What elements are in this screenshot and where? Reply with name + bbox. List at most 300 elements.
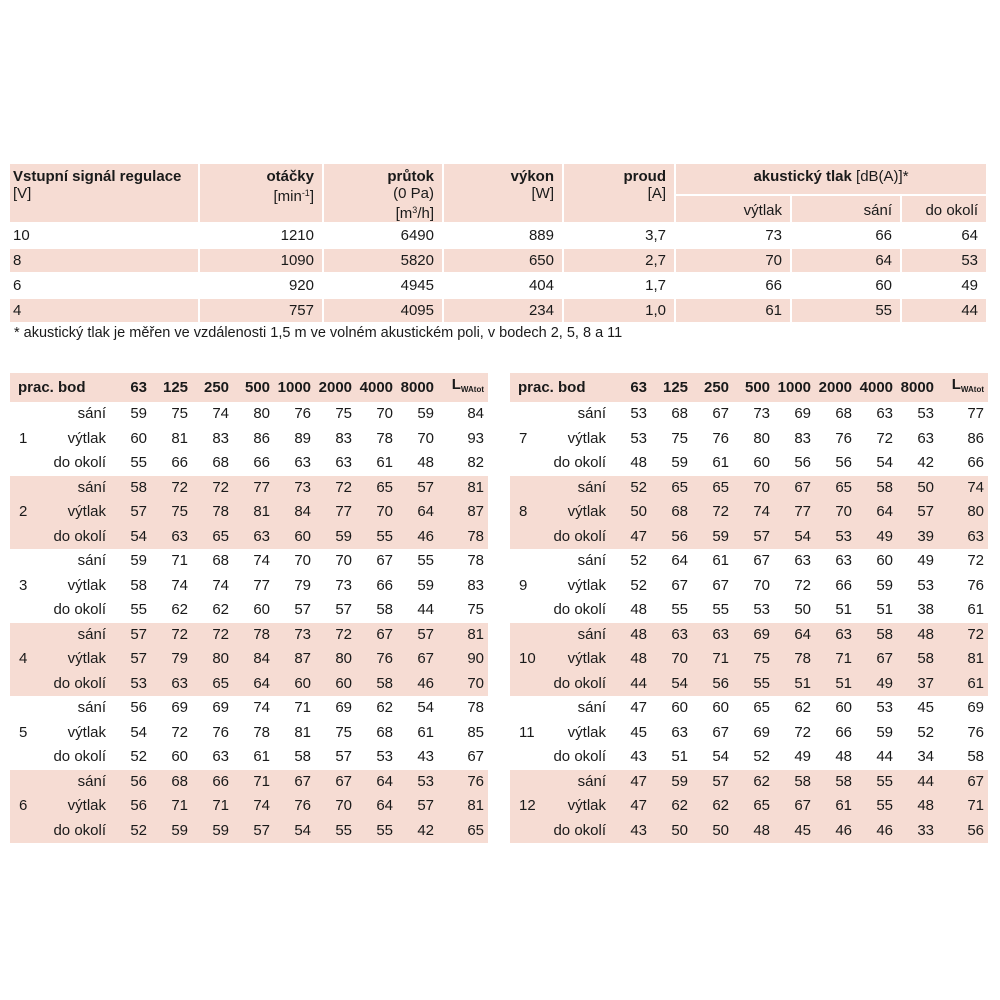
operating-point-number: 11 xyxy=(519,723,535,741)
cell-level: 54 xyxy=(653,672,694,697)
cell-level: 63 xyxy=(153,672,194,697)
cell-lwatot: 81 xyxy=(940,647,988,672)
cell-level: 47 xyxy=(630,699,648,717)
cell-lwatot: 84 xyxy=(467,405,485,423)
measurement-location: výtlak xyxy=(52,794,112,819)
header-acoustic-unit: [dB(A)]* xyxy=(851,168,909,185)
cell-level: 46 xyxy=(817,819,858,844)
cell-flow: 4095 xyxy=(324,299,444,324)
cell-level: 48 xyxy=(899,623,940,648)
cell-lwatot: 85 xyxy=(467,723,485,741)
cell-level: 81 xyxy=(235,500,276,525)
measurement-location: do okolí xyxy=(553,601,607,619)
header-frequency-2000: 2000 xyxy=(817,373,858,402)
cell-level: 75 xyxy=(735,647,776,672)
measurement-location: výtlak xyxy=(67,576,107,594)
measurement-location: do okolí xyxy=(553,748,607,766)
cell-level: 48 xyxy=(612,647,653,672)
measurement-location: do okolí xyxy=(52,525,112,550)
operating-point-number: 8 xyxy=(510,476,552,550)
cell-level: 52 xyxy=(112,819,153,844)
cell-level: 55 xyxy=(671,601,689,619)
cell-level: 71 xyxy=(194,794,235,819)
cell-level: 63 xyxy=(694,623,735,648)
cell-level: 61 xyxy=(376,454,394,472)
cell-level: 72 xyxy=(153,476,194,501)
cell-level: 72 xyxy=(794,576,812,594)
cell-rpm: 757 xyxy=(200,299,324,324)
cell-level: 69 xyxy=(753,723,771,741)
cell-level: 71 xyxy=(235,770,276,795)
cell-lwatot: 90 xyxy=(440,647,488,672)
measurement-location: sání xyxy=(52,770,112,795)
cell-level: 50 xyxy=(694,819,735,844)
table-row xyxy=(10,451,488,476)
cell-level: 58 xyxy=(294,748,312,766)
cell-level: 46 xyxy=(399,525,440,550)
cell-level: 70 xyxy=(817,500,858,525)
header-sub-discharge: výtlak xyxy=(676,196,792,224)
cell-level: 38 xyxy=(917,601,935,619)
cell-level: 71 xyxy=(294,699,312,717)
cell-level: 63 xyxy=(671,723,689,741)
measurement-location: výtlak xyxy=(552,500,612,525)
table-row xyxy=(510,819,988,844)
cell-power: 650 xyxy=(444,249,564,274)
measurement-location: sání xyxy=(77,552,107,570)
cell-level: 57 xyxy=(399,623,440,648)
table-row xyxy=(10,249,988,274)
operating-point-number: 6 xyxy=(10,770,52,844)
cell-rpm: 920 xyxy=(200,274,324,299)
cell-level: 66 xyxy=(835,576,853,594)
cell-level: 70 xyxy=(376,405,394,423)
cell-level: 76 xyxy=(358,647,399,672)
cell-level: 68 xyxy=(153,770,194,795)
cell-level: 75 xyxy=(171,405,189,423)
cell-level: 74 xyxy=(253,699,271,717)
cell-level: 60 xyxy=(876,552,894,570)
cell-lwatot: 61 xyxy=(940,672,988,697)
table-row xyxy=(510,451,988,476)
cell-level: 86 xyxy=(253,429,271,447)
measurement-location: do okolí xyxy=(53,748,107,766)
cell-lwatot: 61 xyxy=(967,601,985,619)
octave-header-row xyxy=(510,373,988,402)
cell-level: 78 xyxy=(235,623,276,648)
header-sub-intake: sání xyxy=(792,196,902,224)
cell-level: 62 xyxy=(735,770,776,795)
header-power xyxy=(444,164,564,224)
cell-surroundings: 64 xyxy=(902,224,988,249)
table-row xyxy=(10,525,488,550)
header-power-unit: [W] xyxy=(531,185,554,202)
measurement-location: výtlak xyxy=(52,500,112,525)
cell-level: 64 xyxy=(399,500,440,525)
cell-level: 47 xyxy=(612,525,653,550)
table-row xyxy=(510,647,988,672)
cell-level: 52 xyxy=(630,552,648,570)
cell-level: 59 xyxy=(876,723,894,741)
cell-level: 59 xyxy=(417,576,435,594)
octave-table-right xyxy=(510,373,988,843)
cell-level: 65 xyxy=(358,476,399,501)
cell-level: 63 xyxy=(153,525,194,550)
cell-level: 56 xyxy=(835,454,853,472)
measurement-location: sání xyxy=(577,552,607,570)
table-row xyxy=(10,402,488,427)
cell-level: 42 xyxy=(399,819,440,844)
cell-level: 69 xyxy=(212,699,230,717)
cell-level: 72 xyxy=(694,500,735,525)
table-row xyxy=(10,745,488,770)
cell-level: 49 xyxy=(794,748,812,766)
cell-level: 70 xyxy=(735,476,776,501)
header-flow-condition: (0 Pa) xyxy=(393,185,434,202)
cell-level: 67 xyxy=(712,576,730,594)
measurement-location: do okolí xyxy=(52,819,112,844)
cell-surroundings: 53 xyxy=(902,249,988,274)
cell-level: 65 xyxy=(194,672,235,697)
cell-level: 64 xyxy=(358,794,399,819)
cell-level: 55 xyxy=(130,601,148,619)
cell-level: 67 xyxy=(753,552,771,570)
cell-level: 50 xyxy=(899,476,940,501)
table-row xyxy=(10,274,988,299)
table-row xyxy=(510,402,988,427)
header-acoustic-label: akustický tlak xyxy=(753,168,852,185)
cell-lwatot: 86 xyxy=(967,429,985,447)
cell-level: 78 xyxy=(253,723,271,741)
header-lwatot-sub: WAtot xyxy=(960,385,985,394)
cell-level: 54 xyxy=(876,454,894,472)
cell-level: 57 xyxy=(112,623,153,648)
cell-level: 79 xyxy=(294,576,312,594)
cell-level: 72 xyxy=(194,623,235,648)
cell-level: 63 xyxy=(653,623,694,648)
measurement-location: sání xyxy=(552,623,612,648)
measurement-location: sání xyxy=(577,699,607,717)
cell-intake: 60 xyxy=(792,274,902,299)
cell-level: 71 xyxy=(171,552,189,570)
cell-level: 59 xyxy=(671,454,689,472)
cell-level: 51 xyxy=(817,672,858,697)
header-sub-surroundings: do okolí xyxy=(902,196,988,224)
cell-level: 65 xyxy=(817,476,858,501)
cell-level: 62 xyxy=(694,794,735,819)
cell-lwatot: 71 xyxy=(940,794,988,819)
measurement-location: do okolí xyxy=(53,601,107,619)
measurement-location: sání xyxy=(77,699,107,717)
header-frequency-250: 250 xyxy=(694,373,735,402)
cell-signal: 10 xyxy=(10,224,200,249)
header-power-label: výkon xyxy=(510,168,554,185)
measurement-location: výtlak xyxy=(67,429,107,447)
cell-level: 55 xyxy=(358,525,399,550)
header-rpm-label: otáčky xyxy=(266,168,314,185)
cell-discharge: 73 xyxy=(676,224,792,249)
cell-level: 51 xyxy=(876,601,894,619)
cell-level: 48 xyxy=(735,819,776,844)
cell-level: 67 xyxy=(776,476,817,501)
cell-intake: 55 xyxy=(792,299,902,324)
performance-table xyxy=(10,164,988,324)
header-frequency-2000: 2000 xyxy=(317,373,358,402)
cell-level: 45 xyxy=(917,699,935,717)
header-operating-point: prac. bod xyxy=(510,373,612,402)
cell-level: 64 xyxy=(776,623,817,648)
table-row xyxy=(10,299,988,324)
cell-level: 59 xyxy=(653,770,694,795)
operating-point-number: 1 xyxy=(19,429,28,447)
cell-level: 60 xyxy=(753,454,771,472)
cell-power: 404 xyxy=(444,274,564,299)
cell-level: 55 xyxy=(317,819,358,844)
operating-point-number: 5 xyxy=(19,723,28,741)
cell-level: 63 xyxy=(876,405,894,423)
cell-level: 57 xyxy=(335,601,353,619)
cell-lwatot: 63 xyxy=(940,525,988,550)
cell-level: 48 xyxy=(417,454,435,472)
cell-level: 78 xyxy=(376,429,394,447)
cell-level: 51 xyxy=(776,672,817,697)
cell-level: 57 xyxy=(294,601,312,619)
cell-level: 58 xyxy=(858,623,899,648)
cell-level: 64 xyxy=(858,500,899,525)
cell-level: 46 xyxy=(399,672,440,697)
header-lwatot-sub: WAtot xyxy=(460,385,485,394)
operating-point-number: 12 xyxy=(510,770,552,844)
cell-level: 52 xyxy=(612,476,653,501)
table-row xyxy=(510,721,988,746)
cell-level: 61 xyxy=(817,794,858,819)
cell-level: 61 xyxy=(253,748,271,766)
cell-level: 61 xyxy=(712,552,730,570)
cell-level: 64 xyxy=(235,672,276,697)
cell-level: 57 xyxy=(335,748,353,766)
cell-level: 58 xyxy=(130,576,148,594)
measurement-location: sání xyxy=(52,476,112,501)
cell-lwatot: 81 xyxy=(440,476,488,501)
cell-level: 57 xyxy=(399,476,440,501)
measurement-location: sání xyxy=(52,623,112,648)
cell-level: 60 xyxy=(835,699,853,717)
cell-level: 81 xyxy=(294,723,312,741)
cell-level: 63 xyxy=(835,552,853,570)
cell-level: 65 xyxy=(753,699,771,717)
cell-level: 77 xyxy=(235,476,276,501)
cell-level: 62 xyxy=(171,601,189,619)
cell-lwatot: 76 xyxy=(967,576,985,594)
cell-lwatot: 56 xyxy=(940,819,988,844)
cell-level: 60 xyxy=(171,748,189,766)
table-row xyxy=(510,770,988,795)
cell-lwatot: 80 xyxy=(940,500,988,525)
header-frequency-500: 500 xyxy=(735,373,776,402)
cell-level: 60 xyxy=(317,672,358,697)
cell-level: 79 xyxy=(153,647,194,672)
header-current-label: proud xyxy=(623,168,666,185)
table-row xyxy=(510,574,988,599)
cell-level: 56 xyxy=(112,770,153,795)
cell-level: 74 xyxy=(253,552,271,570)
cell-level: 48 xyxy=(612,623,653,648)
table-row xyxy=(10,819,488,844)
cell-level: 59 xyxy=(130,405,148,423)
cell-level: 56 xyxy=(112,794,153,819)
header-flow-unit: $[m^3/h]$ xyxy=(395,205,434,222)
cell-level: 75 xyxy=(671,429,689,447)
cell-level: 74 xyxy=(212,405,230,423)
cell-discharge: 66 xyxy=(676,274,792,299)
cell-level: 54 xyxy=(417,699,435,717)
cell-level: 63 xyxy=(335,454,353,472)
cell-level: 57 xyxy=(112,500,153,525)
cell-level: 54 xyxy=(112,525,153,550)
cell-level: 68 xyxy=(653,500,694,525)
cell-level: 75 xyxy=(335,405,353,423)
cell-level: 76 xyxy=(835,429,853,447)
cell-level: 50 xyxy=(653,819,694,844)
table-row xyxy=(10,623,488,648)
cell-level: 68 xyxy=(212,454,230,472)
cell-level: 60 xyxy=(130,429,148,447)
cell-level: 55 xyxy=(417,552,435,570)
operating-point-number: 3 xyxy=(19,576,28,594)
cell-level: 53 xyxy=(399,770,440,795)
cell-lwatot: 67 xyxy=(940,770,988,795)
cell-discharge: 70 xyxy=(676,249,792,274)
cell-level: 75 xyxy=(153,500,194,525)
cell-current: 3,7 xyxy=(564,224,676,249)
cell-level: 56 xyxy=(794,454,812,472)
header-flow xyxy=(324,164,444,224)
cell-level: 67 xyxy=(317,770,358,795)
table-row xyxy=(10,647,488,672)
table-row xyxy=(10,549,488,574)
header-rpm xyxy=(200,164,324,224)
table-row xyxy=(10,672,488,697)
header-flow-label: průtok xyxy=(387,168,434,185)
cell-level: 89 xyxy=(294,429,312,447)
cell-level: 77 xyxy=(317,500,358,525)
cell-level: 83 xyxy=(335,429,353,447)
cell-level: 67 xyxy=(712,405,730,423)
header-frequency-1000: 1000 xyxy=(776,373,817,402)
cell-level: 44 xyxy=(612,672,653,697)
cell-level: 77 xyxy=(776,500,817,525)
cell-level: 65 xyxy=(694,476,735,501)
octave-header-row xyxy=(10,373,488,402)
cell-lwatot: 72 xyxy=(940,623,988,648)
cell-level: 67 xyxy=(776,794,817,819)
cell-level: 59 xyxy=(876,576,894,594)
header-current xyxy=(564,164,676,224)
table-row xyxy=(10,598,488,623)
header-rpm-unit: $[\min^{-1}]$ xyxy=(273,188,314,205)
header-lwatot xyxy=(440,373,488,402)
cell-level: 60 xyxy=(276,672,317,697)
table-row xyxy=(510,745,988,770)
footnote: * akustický tlak je měřen ve vzdálenosti 1,5 m ve volném akustickém poli, v bodech 2, 5, 8 a 11 xyxy=(14,325,623,341)
cell-level: 49 xyxy=(917,552,935,570)
header-frequency-4000: 4000 xyxy=(858,373,899,402)
header-operating-point: prac. bod xyxy=(10,373,112,402)
cell-level: 50 xyxy=(794,601,812,619)
header-frequency-4000: 4000 xyxy=(358,373,399,402)
cell-level: 70 xyxy=(753,576,771,594)
cell-level: 54 xyxy=(712,748,730,766)
cell-level: 63 xyxy=(235,525,276,550)
measurement-location: do okolí xyxy=(552,525,612,550)
header-frequency-8000: 8000 xyxy=(899,373,940,402)
cell-level: 58 xyxy=(776,770,817,795)
cell-level: 72 xyxy=(194,476,235,501)
header-current-unit: [A] xyxy=(647,185,666,202)
cell-level: 72 xyxy=(171,723,189,741)
cell-level: 66 xyxy=(835,723,853,741)
cell-level: 56 xyxy=(130,699,148,717)
cell-level: 63 xyxy=(294,454,312,472)
cell-level: 58 xyxy=(112,476,153,501)
cell-level: 66 xyxy=(194,770,235,795)
measurement-location: do okolí xyxy=(552,672,612,697)
cell-surroundings: 44 xyxy=(902,299,988,324)
table-row xyxy=(10,770,488,795)
cell-level: 63 xyxy=(917,429,935,447)
cell-level: 54 xyxy=(776,525,817,550)
cell-level: 57 xyxy=(899,500,940,525)
cell-level: 84 xyxy=(235,647,276,672)
cell-level: 44 xyxy=(899,770,940,795)
cell-level: 65 xyxy=(653,476,694,501)
cell-level: 45 xyxy=(776,819,817,844)
cell-level: 74 xyxy=(235,794,276,819)
cell-current: 2,7 xyxy=(564,249,676,274)
measurement-location: výtlak xyxy=(567,429,607,447)
table-row xyxy=(510,672,988,697)
cell-level: 59 xyxy=(694,525,735,550)
cell-level: 78 xyxy=(194,500,235,525)
cell-level: 62 xyxy=(376,699,394,717)
cell-level: 50 xyxy=(612,500,653,525)
cell-level: 52 xyxy=(130,748,148,766)
cell-level: 69 xyxy=(171,699,189,717)
table-row xyxy=(510,500,988,525)
cell-level: 62 xyxy=(212,601,230,619)
cell-level: 77 xyxy=(253,576,271,594)
measurement-location: výtlak xyxy=(567,723,607,741)
cell-level: 81 xyxy=(171,429,189,447)
cell-level: 78 xyxy=(776,647,817,672)
cell-level: 73 xyxy=(276,476,317,501)
cell-level: 46 xyxy=(858,819,899,844)
measurement-location: výtlak xyxy=(567,576,607,594)
cell-level: 61 xyxy=(417,723,435,741)
table-row xyxy=(10,500,488,525)
cell-level: 44 xyxy=(417,601,435,619)
cell-level: 39 xyxy=(899,525,940,550)
operating-point-number: 7 xyxy=(519,429,528,447)
cell-lwatot: 82 xyxy=(467,454,485,472)
cell-level: 76 xyxy=(276,794,317,819)
cell-level: 57 xyxy=(399,794,440,819)
table-row xyxy=(510,598,988,623)
cell-level: 69 xyxy=(735,623,776,648)
table-row xyxy=(10,721,488,746)
cell-lwatot: 75 xyxy=(467,601,485,619)
cell-level: 34 xyxy=(917,748,935,766)
